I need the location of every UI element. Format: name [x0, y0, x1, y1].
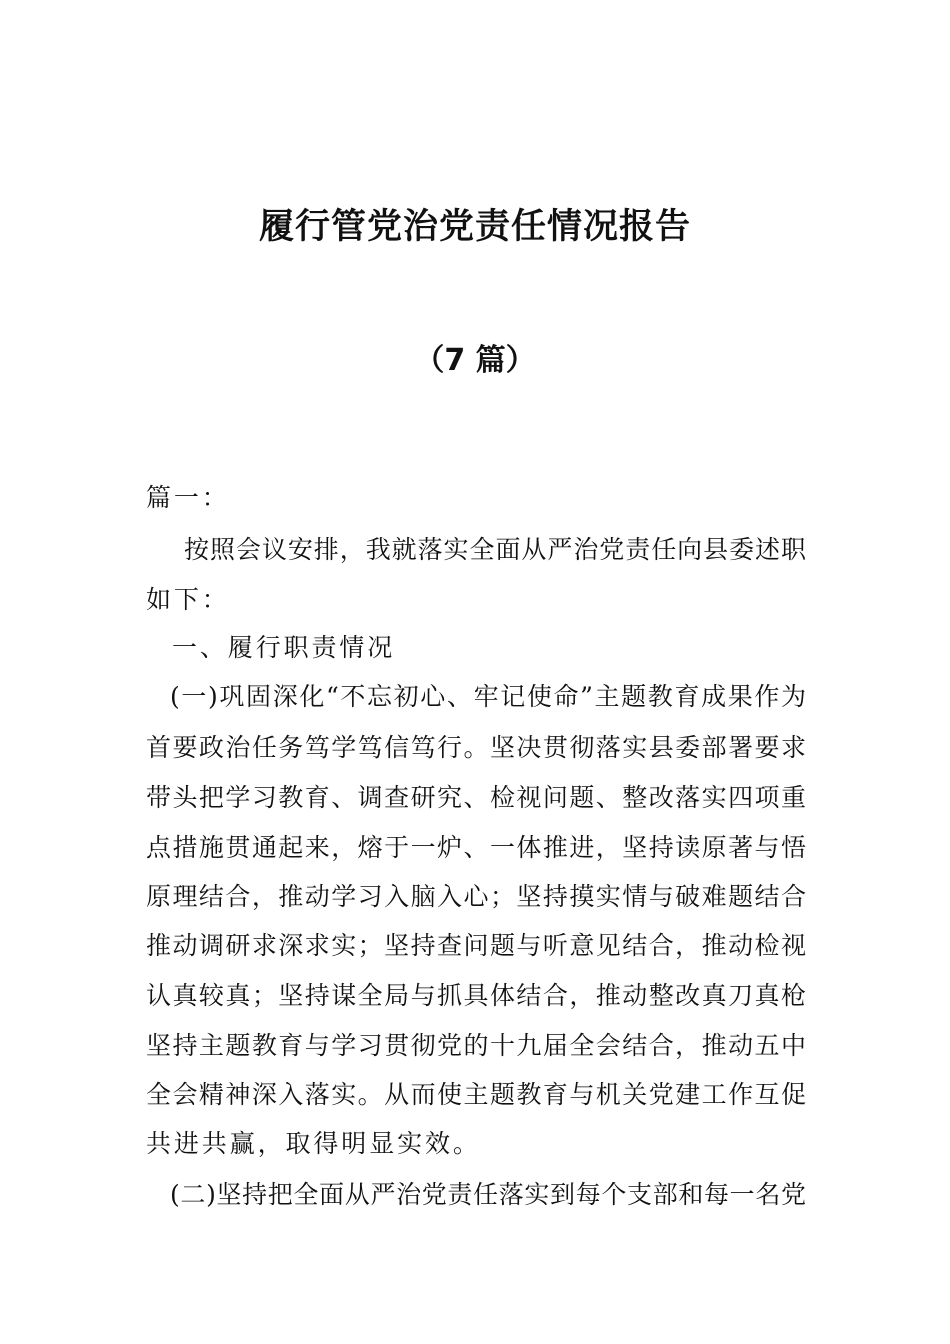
paragraph-line: 首要政治任务笃学笃信笃行。坚决贯彻落实县委部署要求 [146, 733, 806, 762]
paragraph-line: 点措施贯通起来，熔于一炉、一体推进，坚持读原著与悟 [146, 833, 806, 862]
paragraph-line: 原理结合，推动学习入脑入心；坚持摸实情与破难题结合 [146, 882, 806, 911]
paragraph-line: (一)巩固深化“不忘初心、牢记使命”主题教育成果作为 [170, 682, 806, 711]
paragraph-line: (二)坚持把全面从严治党责任落实到每个支部和每一名党 [170, 1180, 806, 1209]
paragraph-line: 按照会议安排，我就落实全面从严治党责任向县委述职 [184, 535, 806, 564]
paragraph-line: 推动调研求深求实；坚持查问题与听意见结合，推动检视 [146, 931, 806, 960]
paragraph-line: 带头把学习教育、调查研究、检视问题、整改落实四项重 [146, 783, 806, 812]
paragraph-line: 共进共赢，取得明显实效。 [146, 1129, 481, 1158]
document-subtitle: （7 篇） [414, 343, 536, 378]
document-title: 履行管党治党责任情况报告 [258, 207, 691, 247]
section-label: 篇一： [146, 483, 230, 512]
paragraph-line: 坚持主题教育与学习贯彻党的十九届全会结合，推动五中 [146, 1031, 806, 1060]
paragraph-line: 认真较真；坚持谋全局与抓具体结合，推动整改真刀真枪 [146, 981, 806, 1010]
paragraph-line: 全会精神深入落实。从而使主题教育与机关党建工作互促 [146, 1080, 806, 1109]
paragraph-line: 如下： [146, 585, 230, 614]
section-heading: 一、履行职责情况 [172, 633, 396, 662]
